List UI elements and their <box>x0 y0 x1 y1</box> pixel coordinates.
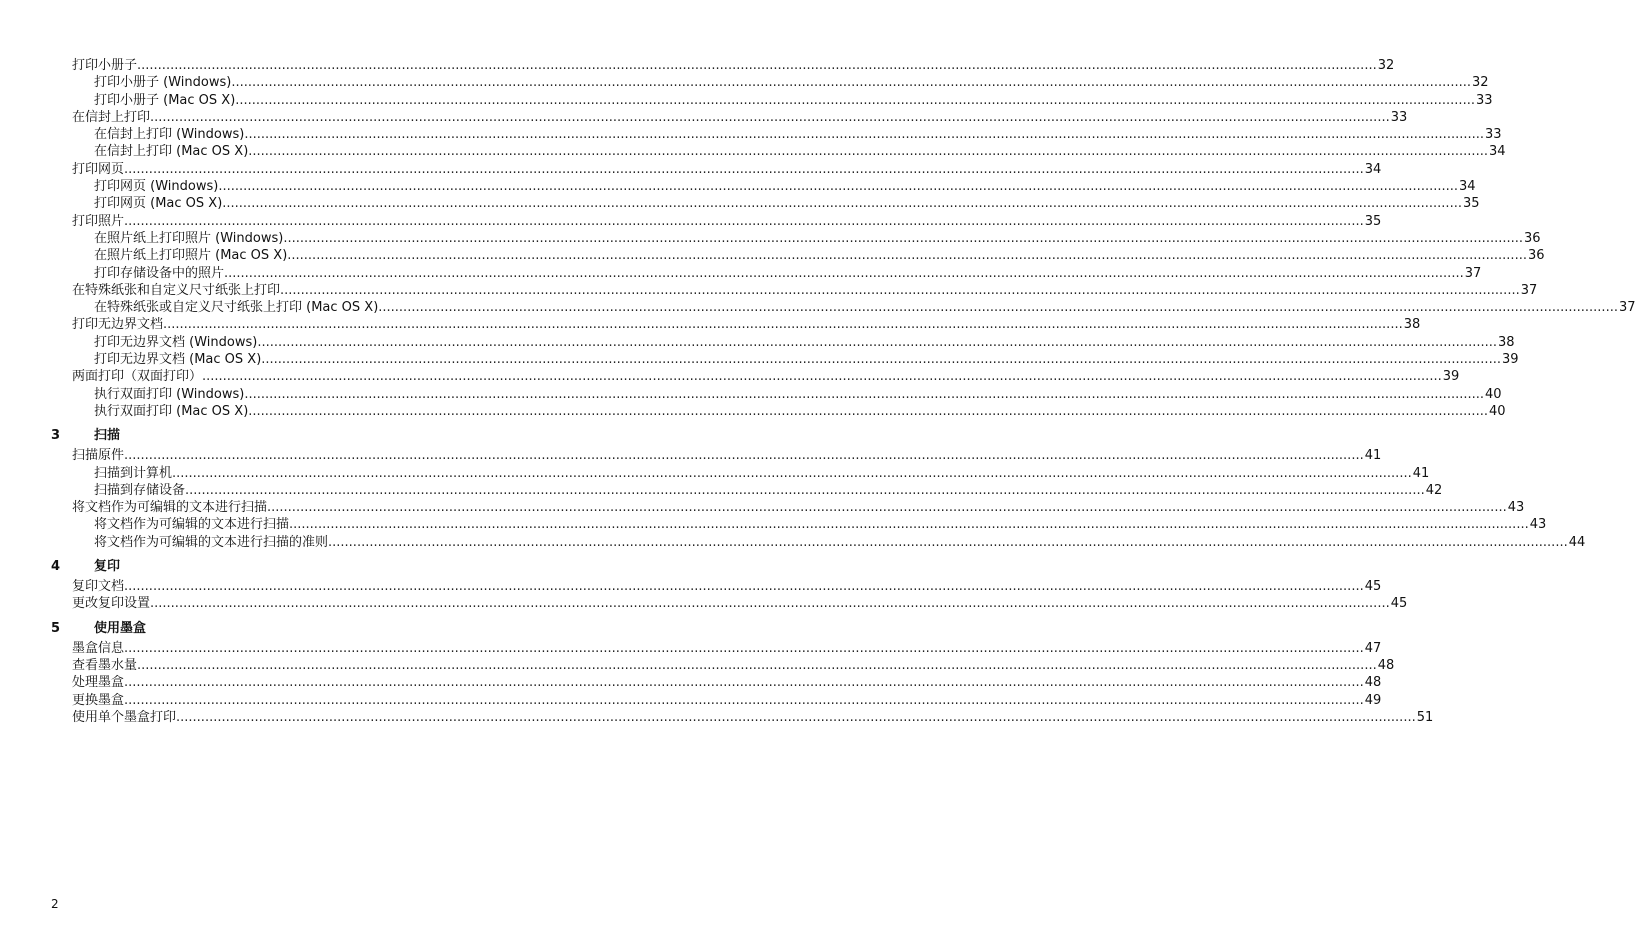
toc-entry[interactable] <box>0 534 1586 551</box>
toc-entry-title: 扫描到计算机 <box>94 465 173 481</box>
toc-entry-title: 扫描原件 <box>72 448 125 464</box>
chapter-number: 4 <box>51 559 61 575</box>
toc-entry-page: 33 <box>1475 92 1493 108</box>
toc-entry[interactable] <box>0 386 1502 403</box>
toc-entry-title: 执行双面打印 (Mac OS X) <box>94 403 249 419</box>
dot-leader: ............................................................................................................................................................................................................................................................................................................ <box>261 352 1501 368</box>
toc-entry[interactable] <box>0 126 1502 143</box>
toc-entry-page: 51 <box>1416 709 1434 725</box>
toc-entry-page: 37 <box>1520 282 1538 298</box>
toc-entry-title: 打印小册子 <box>72 58 138 73</box>
toc-entry-page: 45 <box>1364 579 1382 595</box>
dot-leader: ............................................................................................................................................................................................................................................................................................................ <box>224 265 1464 281</box>
dot-leader: ............................................................................................................................................................................................................................................................................................................ <box>172 465 1412 481</box>
toc-entry-page: 32 <box>1377 58 1395 73</box>
toc-entry[interactable] <box>0 230 1541 247</box>
dot-leader: ............................................................................................................................................................................................................................................................................................................ <box>235 92 1475 108</box>
toc-entry-title: 更改复印设置 <box>72 596 151 612</box>
chapter-heading <box>0 618 683 640</box>
toc-entry-title: 打印网页 (Mac OS X) <box>94 196 223 212</box>
dot-leader: ............................................................................................................................................................................................................................................................................................................ <box>248 403 1488 419</box>
dot-leader: ............................................................................................................................................................................................................................................................................................................ <box>267 500 1507 516</box>
dot-leader: ............................................................................................................................................................................................................................................................................................................ <box>280 282 1520 298</box>
toc-entry-title: 处理墨盒 <box>72 675 125 691</box>
toc-entry-page: 35 <box>1462 196 1480 212</box>
dot-leader: ............................................................................................................................................................................................................................................................................................................ <box>124 161 1364 177</box>
toc-entry[interactable] <box>0 213 1382 230</box>
toc-entry[interactable] <box>0 316 1421 333</box>
chapter-title: 使用墨盒 <box>94 620 147 636</box>
toc-entry-title: 在照片纸上打印照片 (Mac OS X) <box>94 248 288 264</box>
toc-entry-page: 42 <box>1425 482 1443 498</box>
toc-entry-title: 两面打印（双面打印） <box>72 369 203 385</box>
toc-entry[interactable] <box>0 74 1489 91</box>
toc-entry-title: 执行双面打印 (Windows) <box>94 386 245 402</box>
toc-entry-title: 扫描到存储设备 <box>94 482 186 498</box>
toc-entry[interactable] <box>0 674 1382 691</box>
dot-leader: ............................................................................................................................................................................................................................................................................................................ <box>218 179 1459 195</box>
toc-entry[interactable] <box>0 334 1515 351</box>
toc-entry-title: 更换墨盒 <box>72 692 125 708</box>
dot-leader: ............................................................................................................................................................................................................................................................................................................ <box>231 75 1472 91</box>
toc-entry[interactable] <box>0 282 1538 299</box>
toc-entry-title: 墨盒信息 <box>72 640 125 656</box>
toc-entry-page: 35 <box>1364 213 1382 229</box>
toc-entry[interactable] <box>0 692 1382 709</box>
chapter-title: 扫描 <box>94 428 121 444</box>
dot-leader: ............................................................................................................................................................................................................................................................................................................ <box>287 248 1527 264</box>
dot-leader: ............................................................................................................................................................................................................................................................................................................ <box>328 534 1568 550</box>
toc-entry-page: 34 <box>1459 179 1476 195</box>
dot-leader: ............................................................................................................................................................................................................................................................................................................ <box>137 58 1377 73</box>
toc-entry-title: 在信封上打印 (Mac OS X) <box>94 144 249 160</box>
toc-entry-page: 49 <box>1364 692 1382 708</box>
toc-entry[interactable] <box>0 640 1382 657</box>
toc-entry-page: 39 <box>1442 369 1460 385</box>
toc-entry-page: 33 <box>1390 109 1408 125</box>
dot-leader: ............................................................................................................................................................................................................................................................................................................ <box>124 675 1364 691</box>
toc-entry-title: 将文档作为可编辑的文本进行扫描的准则 <box>94 534 329 550</box>
toc-entry-title: 打印无边界文档 (Mac OS X) <box>94 352 262 368</box>
toc-entry-page: 37 <box>1464 265 1482 281</box>
table-of-contents <box>0 57 1636 726</box>
toc-entry[interactable] <box>0 161 1382 178</box>
toc-entry-title: 打印网页 <box>72 161 125 177</box>
toc-entry[interactable] <box>0 109 1408 126</box>
toc-entry[interactable] <box>0 709 1434 726</box>
dot-leader: ............................................................................................................................................................................................................................................................................................................ <box>176 709 1416 725</box>
dot-leader: ............................................................................................................................................................................................................................................................................................................ <box>378 300 1618 316</box>
toc-entry-page: 34 <box>1364 161 1382 177</box>
dot-leader: ............................................................................................................................................................................................................................................................................................................ <box>248 144 1488 160</box>
toc-entry-page: 44 <box>1568 534 1586 550</box>
toc-entry[interactable] <box>0 465 1430 482</box>
toc-entry-title: 打印网页 (Windows) <box>94 179 219 195</box>
toc-entry[interactable] <box>0 595 1408 612</box>
toc-entry-title: 将文档作为可编辑的文本进行扫描 <box>94 517 290 533</box>
toc-entry[interactable] <box>0 299 1636 316</box>
toc-entry-title: 将文档作为可编辑的文本进行扫描 <box>72 500 268 516</box>
dot-leader: ............................................................................................................................................................................................................................................................................................................ <box>124 579 1364 595</box>
toc-entry-page: 48 <box>1377 657 1395 673</box>
chapter-number: 5 <box>51 620 61 636</box>
toc-entry-title: 打印无边界文档 (Windows) <box>94 334 258 350</box>
toc-entry-title: 使用单个墨盒打印 <box>72 709 177 725</box>
dot-leader: ............................................................................................................................................................................................................................................................................................................ <box>150 109 1390 125</box>
dot-leader: ............................................................................................................................................................................................................................................................................................................ <box>244 127 1485 143</box>
dot-leader: ............................................................................................................................................................................................................................................................................................................ <box>137 657 1377 673</box>
toc-entry-title: 打印存储设备中的照片 <box>94 265 225 281</box>
toc-entry-page: 36 <box>1524 230 1541 246</box>
toc-entry-page: 38 <box>1498 334 1515 350</box>
toc-entry[interactable] <box>0 92 1493 109</box>
toc-entry[interactable] <box>0 578 1382 595</box>
dot-leader: ............................................................................................................................................................................................................................................................................................................ <box>257 334 1498 350</box>
toc-entry[interactable] <box>0 143 1506 160</box>
toc-entry-page: 32 <box>1472 75 1489 91</box>
page-number: 2 <box>51 897 59 911</box>
dot-leader: ............................................................................................................................................................................................................................................................................................................ <box>124 448 1364 464</box>
toc-entry[interactable] <box>0 265 1482 282</box>
toc-entry-page: 47 <box>1364 640 1382 656</box>
toc-entry-page: 43 <box>1529 517 1547 533</box>
toc-entry-page: 40 <box>1488 403 1506 419</box>
toc-entry-page: 41 <box>1364 448 1382 464</box>
toc-entry[interactable] <box>0 482 1443 499</box>
toc-entry[interactable] <box>0 657 1395 674</box>
toc-entry-title: 在特殊纸张和自定义尺寸纸张上打印 <box>72 282 281 298</box>
dot-leader: ............................................................................................................................................................................................................................................................................................................ <box>124 213 1364 229</box>
toc-entry-page: 37 <box>1618 300 1636 316</box>
dot-leader: ............................................................................................................................................................................................................................................................................................................ <box>244 386 1485 402</box>
toc-entry-page: 33 <box>1485 127 1502 143</box>
toc-entry[interactable] <box>0 195 1480 212</box>
toc-entry-title: 查看墨水量 <box>72 657 138 673</box>
toc-entry-page: 36 <box>1527 248 1545 264</box>
toc-entry-title: 在照片纸上打印照片 (Windows) <box>94 230 284 246</box>
toc-entry-title: 复印文档 <box>72 579 125 595</box>
toc-entry-page: 40 <box>1485 386 1502 402</box>
toc-entry[interactable] <box>0 57 1395 74</box>
dot-leader: ............................................................................................................................................................................................................................................................................................................ <box>222 196 1462 212</box>
dot-leader: ............................................................................................................................................................................................................................................................................................................ <box>150 596 1390 612</box>
dot-leader: ............................................................................................................................................................................................................................................................................................................ <box>163 317 1403 333</box>
toc-entry-page: 39 <box>1501 352 1519 368</box>
toc-entry[interactable] <box>0 516 1547 533</box>
toc-entry-title: 打印小册子 (Mac OS X) <box>94 92 236 108</box>
dot-leader: ............................................................................................................................................................................................................................................................................................................ <box>202 369 1442 385</box>
toc-entry[interactable] <box>0 351 1519 368</box>
chapter-title: 复印 <box>94 559 121 575</box>
toc-entry-page: 43 <box>1507 500 1525 516</box>
dot-leader: ............................................................................................................................................................................................................................................................................................................ <box>283 230 1524 246</box>
toc-entry-title: 打印小册子 (Windows) <box>94 75 232 91</box>
dot-leader: ............................................................................................................................................................................................................................................................................................................ <box>124 640 1364 656</box>
toc-entry-page: 45 <box>1390 596 1408 612</box>
toc-entry-title: 在信封上打印 (Windows) <box>94 127 245 143</box>
toc-entry-page: 34 <box>1488 144 1506 160</box>
toc-entry[interactable] <box>0 368 1460 385</box>
toc-entry[interactable] <box>0 447 1382 464</box>
toc-entry[interactable] <box>0 403 1506 420</box>
toc-entry-page: 38 <box>1403 317 1421 333</box>
toc-entry[interactable] <box>0 499 1525 516</box>
toc-entry[interactable] <box>0 178 1476 195</box>
dot-leader: ............................................................................................................................................................................................................................................................................................................ <box>289 517 1529 533</box>
chapter-heading <box>0 556 683 578</box>
toc-entry-page: 41 <box>1412 465 1430 481</box>
toc-entry-title: 打印照片 <box>72 213 125 229</box>
toc-entry-page: 48 <box>1364 675 1382 691</box>
toc-entry[interactable] <box>0 247 1545 264</box>
toc-entry-title: 在特殊纸张或自定义尺寸纸张上打印 (Mac OS X) <box>94 300 379 316</box>
toc-entry-title: 在信封上打印 <box>72 109 151 125</box>
dot-leader: ............................................................................................................................................................................................................................................................................................................ <box>124 692 1364 708</box>
chapter-number: 3 <box>51 428 61 444</box>
toc-entry-title: 打印无边界文档 <box>72 317 164 333</box>
dot-leader: ............................................................................................................................................................................................................................................................................................................ <box>185 482 1425 498</box>
chapter-heading <box>0 425 683 447</box>
